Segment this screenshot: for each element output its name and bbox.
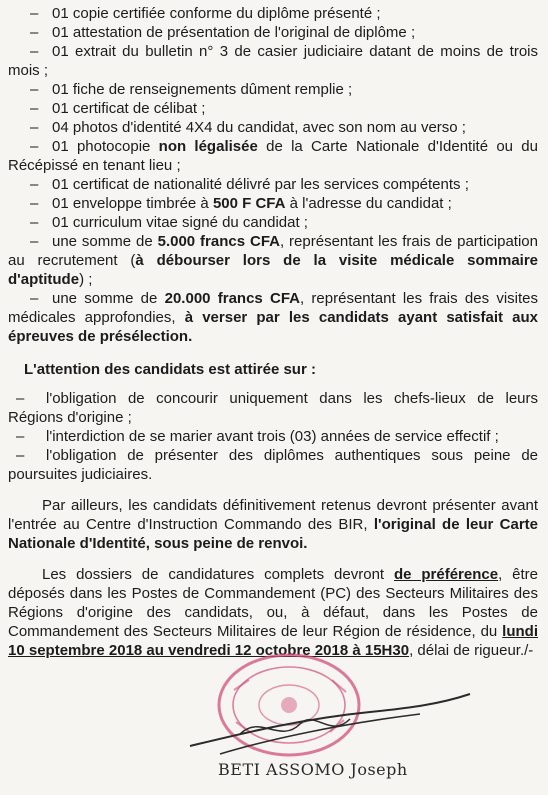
text-segment: Par ailleurs, les candidats définitivement retenus devront présenter avant l'entrée au Centre d'Instruction Commando des BIR, bbox=[8, 497, 538, 533]
list-dash: – bbox=[16, 447, 25, 464]
list-item bbox=[8, 118, 538, 137]
bold-text: non légalisée bbox=[158, 138, 258, 155]
list-dash: – bbox=[30, 138, 39, 155]
text-segment: 01 certificat de célibat ; bbox=[52, 100, 206, 117]
bold-text: de préférence bbox=[393, 566, 499, 583]
text-segment: 01 photocopie bbox=[52, 138, 159, 155]
text-segment: 01 extrait du bulletin n° 3 de casier judiciaire datant de moins de trois mois ; bbox=[8, 43, 538, 79]
text-segment: 01 curriculum vitae signé du candidat ; bbox=[52, 214, 308, 231]
obligation-item bbox=[8, 427, 538, 446]
list-item bbox=[8, 289, 538, 346]
text-segment: 01 copie certifiée conforme du diplôme présenté ; bbox=[52, 5, 381, 22]
attention-heading: L'attention des candidats est attirée sur : bbox=[24, 361, 316, 378]
list-item bbox=[8, 99, 538, 118]
bold-text: 500 F CFA bbox=[212, 195, 286, 212]
obligation-text: l'interdiction de se marier avant trois (03) années de service effectif ; bbox=[46, 428, 499, 445]
text-segment: une somme de bbox=[52, 290, 165, 307]
obligation-text: l'obligation de concourir uniquement dans les chefs-lieux de leurs Régions d'origine ; bbox=[8, 390, 538, 426]
list-dash: – bbox=[30, 43, 39, 60]
obligation-text: l'obligation de présenter des diplômes authentiques sous peine de poursuites judiciaires. bbox=[8, 447, 538, 483]
text-segment: Les dossiers de candidatures complets devront bbox=[42, 566, 394, 583]
handwritten-signature-icon bbox=[180, 684, 480, 764]
list-dash: – bbox=[30, 176, 39, 193]
signatory-name: BETI ASSOMO Joseph bbox=[218, 760, 408, 779]
text-segment: 04 photos d'identité 4X4 du candidat, avec son nom au verso ; bbox=[52, 119, 466, 136]
text-segment: 01 attestation de présentation de l'original de diplôme ; bbox=[52, 24, 416, 41]
required-documents-list bbox=[8, 4, 538, 346]
list-item bbox=[8, 232, 538, 289]
list-dash: – bbox=[16, 428, 25, 445]
list-dash: – bbox=[30, 214, 39, 231]
paragraph-deposit bbox=[8, 565, 538, 660]
text-segment: 01 certificat de nationalité délivré par les services compétents ; bbox=[52, 176, 469, 193]
text-segment: de la Carte Nationale d'Identité ou du Récépissé en tenant lieu ; bbox=[8, 138, 538, 174]
list-dash: – bbox=[30, 5, 39, 22]
list-item bbox=[8, 42, 538, 80]
list-dash: – bbox=[30, 119, 39, 136]
text-segment: ) ; bbox=[79, 271, 93, 288]
list-dash: – bbox=[30, 233, 39, 250]
list-dash: – bbox=[30, 100, 39, 117]
list-item bbox=[8, 4, 538, 23]
list-dash: – bbox=[30, 290, 39, 307]
list-item bbox=[8, 23, 538, 42]
list-item bbox=[8, 175, 538, 194]
list-item bbox=[8, 213, 538, 232]
list-dash: – bbox=[30, 195, 39, 212]
list-item bbox=[8, 137, 538, 175]
bold-text: à verser par les candidats ayant satisfait aux épreuves de présélection. bbox=[8, 309, 539, 345]
text-segment: , délai de rigueur./- bbox=[409, 642, 534, 659]
text-segment: , représentant les frais de participation au recrutement ( bbox=[8, 233, 538, 269]
text-segment: , être déposés dans les Postes de Commandement (PC) des Secteurs Militaires des Régions d'origine des candidats, ou, à défaut, dans les Postes de Commandement des Secteurs Militaires de leur Région de résidence, du bbox=[8, 566, 538, 640]
text-segment: , représentant les frais des visites médicales approfondies, bbox=[8, 290, 538, 326]
text-segment: une somme de bbox=[52, 233, 158, 250]
text-segment: à l'adresse du candidat ; bbox=[285, 195, 452, 212]
obligation-item bbox=[8, 446, 538, 484]
bold-text: l'original de leur Carte Nationale d'Identité, sous peine de renvoi. bbox=[8, 516, 538, 552]
text-segment: 01 enveloppe timbrée à bbox=[52, 195, 213, 212]
obligation-item bbox=[8, 389, 538, 427]
list-dash: – bbox=[16, 390, 25, 407]
list-item bbox=[8, 194, 538, 213]
list-item bbox=[8, 80, 538, 99]
text-segment: 01 fiche de renseignements dûment remplie ; bbox=[52, 81, 353, 98]
bold-text: à débourser lors de la visite médicale sommaire d'aptitude bbox=[8, 252, 539, 288]
list-dash: – bbox=[30, 81, 39, 98]
paragraph-id-card bbox=[8, 496, 538, 553]
bold-text: 20.000 francs CFA bbox=[164, 290, 301, 307]
signature-block bbox=[180, 650, 480, 795]
obligations-list bbox=[8, 389, 538, 484]
bold-text: 5.000 francs CFA bbox=[157, 233, 280, 250]
list-dash: – bbox=[30, 24, 39, 41]
bold-text: lundi 10 septembre 2018 au vendredi 12 octobre 2018 à 15H30 bbox=[8, 623, 538, 659]
